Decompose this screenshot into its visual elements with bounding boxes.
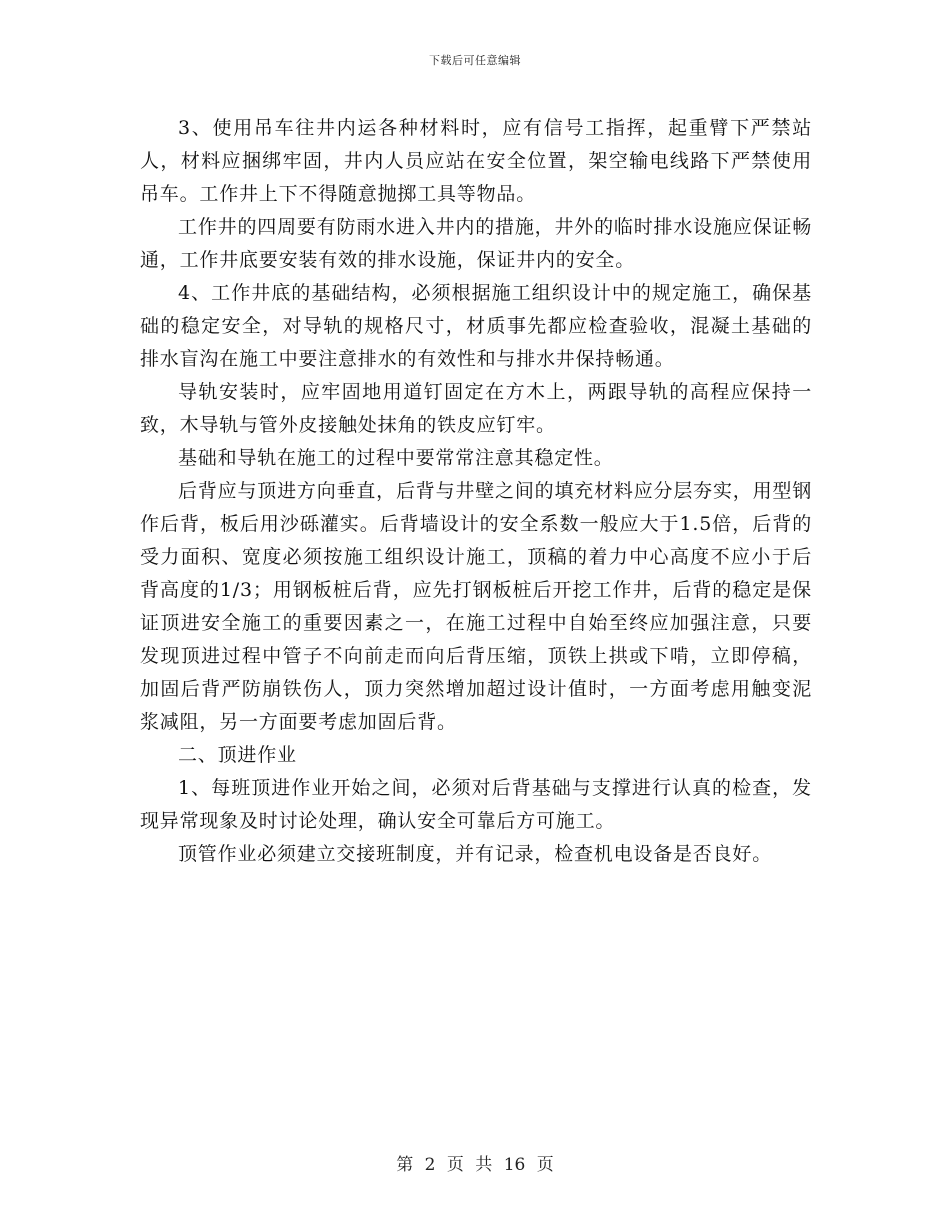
paragraph-rain-drainage: 工作井的四周要有防雨水进入井内的措施，井外的临时排水设施应保证畅通，工作井底要安装有效的排水设施，保证井内的安全。: [140, 216, 812, 271]
page-header: 下载后可任意编辑: [429, 54, 521, 67]
paragraph-foundation-structure: 4、工作井底的基础结构，必须根据施工组织设计中的规定施工，确保基础的稳定安全，对导轨的规格尺寸，材质事先都应检查验收，混凝土基础的排水盲沟在施工中要注意排水的有效性和与排水井保持畅通。: [140, 282, 812, 370]
paragraph-rail-installation: 导轨安装时，应牢固地用道钉固定在方木上，两跟导轨的高程应保持一致，木导轨与管外皮接触处抹角的铁皮应钉牢。: [140, 381, 812, 436]
paragraph-shift-inspection: 1、每班顶进作业开始之间，必须对后背基础与支撑进行认真的检查，发现异常现象及时讨论处理，确认安全可靠后方可施工。: [140, 777, 812, 832]
paragraph-crane-safety: 3、使用吊车往井内运各种材料时，应有信号工指挥，起重臂下严禁站人，材料应捆绑牢固，井内人员应站在安全位置，架空输电线路下严禁使用吊车。工作井上下不得随意抛掷工具等物品。: [140, 117, 812, 205]
document-body: [140, 112, 812, 871]
paragraph-stability: 基础和导轨在施工的过程中要常常注意其稳定性。: [178, 447, 614, 469]
page-number: 第 2 页 共 16 页: [396, 1155, 554, 1175]
paragraph-handover: 顶管作业必须建立交接班制度，并有记录，检查机电设备是否良好。: [178, 843, 773, 865]
paragraph-backwall: 后背应与顶进方向垂直，后背与井壁之间的填充材料应分层夯实，用型钢作后背，板后用沙砾灌实。后背墙设计的安全系数一般应大于1.5倍，后背的受力面积、宽度必须按施工组织设计施工，顶稿的着力中心高度不应小于后背高度的1/3；用钢板桩后背，应先打钢板桩后开挖工作井，后背的稳定是保证顶进安全施工的重要因素之一，在施工过程中自始至终应加强注意，只要发现顶进过程中管子不向前走而向后背压缩，顶铁上拱或下啃，立即停稿，加固后背严防崩铁伤人，顶力突然增加超过设计值时，一方面考虑用触变泥浆减阻，另一方面要考虑加固后背。: [140, 480, 812, 733]
section-heading-jacking: 二、顶进作业: [178, 744, 297, 766]
